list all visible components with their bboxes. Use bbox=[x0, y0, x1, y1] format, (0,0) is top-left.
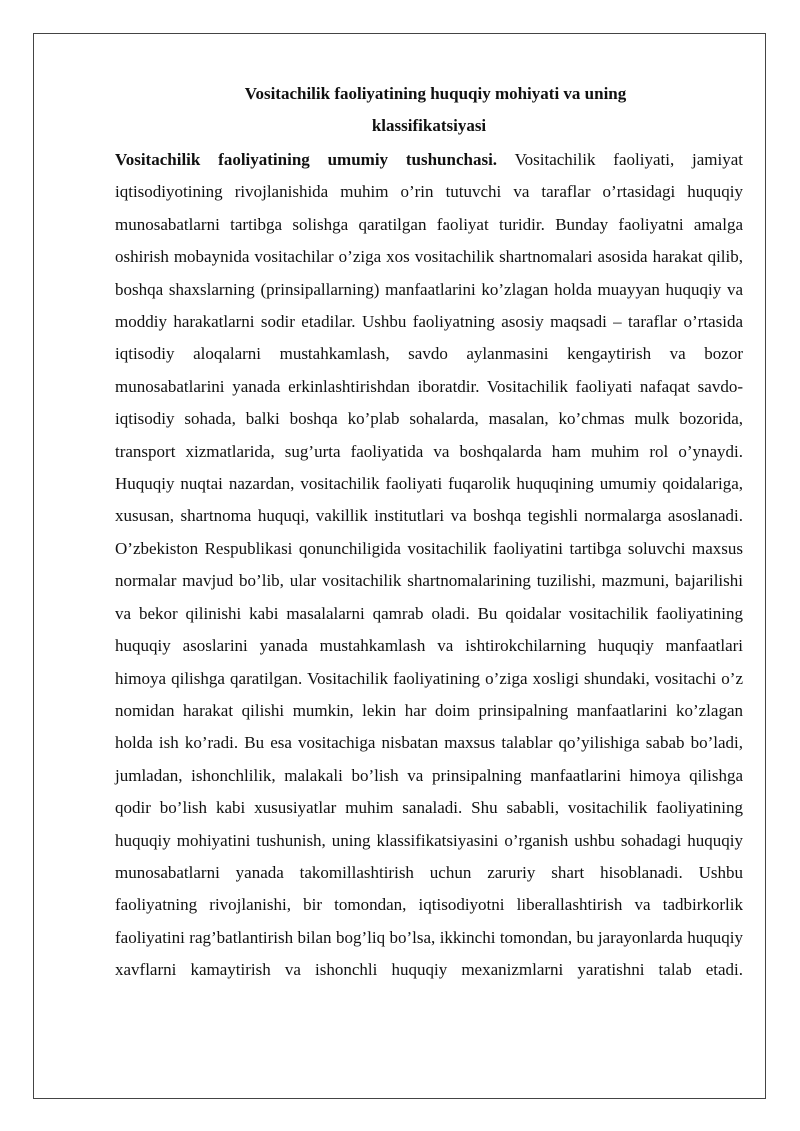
section-heading: Vositachilik faoliyatining umumiy tushunchasi. bbox=[115, 150, 498, 169]
body-paragraph bbox=[115, 144, 743, 987]
document-title-line-1: Vositachilik faoliyatining huquqiy mohiyati va uning bbox=[244, 84, 627, 103]
body-text: Vositachilik faoliyati, jamiyat iqtisodiyotining rivojlanishida muhim o’rin tutuvchi va taraflar o’rtasidagi huquqiy munosabatlarni tartibga solishga qaratilgan faoliyat turidir. Bunday faoliyatni amalga oshirish mobaynida vositachilar o’ziga xos vositachilik shartnomalari asosida harakat qilib, boshqa shaxslarning (prinsipallarning) manfaatlarini ko’zlagan holda muayyan huquqiy va moddiy harakatlarni sodir etadilar. Ushbu faoliyatning asosiy maqsadi – taraflar o’rtasida iqtisodiy aloqalarni mustahkamlash, savdo aylanmasini kengaytirish va bozor munosabatlarini yanada erkinlashtirishdan iboratdir. Vositachilik faoliyati nafaqat savdo-iqtisodiy sohada, balki boshqa ko’plab sohalarda, masalan, ko’chmas mulk bozorida, transport xizmatlarida, sug’urta faoliyatida va boshqalarda ham muhim rol o’ynaydi. Huquqiy nuqtai nazardan, vositachilik faoliyati fuqarolik huquqining umumiy qoidalariga, xususan, shartnoma huquqi, vakillik institutlari va boshqa tegishli normalarga asoslanadi. O’zbekiston Respublikasi qonunchiligida vositachilik faoliyatini tartibga soluvchi maxsus normalar mavjud bo’lib, ular vositachilik shartnomalarining tuzilishi, mazmuni, bajarilishi va bekor qilinishi kabi masalalarni qamrab oladi. Bu qoidalar vositachilik faoliyatining huquqiy asoslarini yanada mustahkamlash va ishtirokchilarning huquqiy manfaatlari himoya qilishga qaratilgan. Vositachilik faoliyatining o’ziga xosligi shundaki, vositachi o’z nomidan harakat qilishi mumkin, lekin har doim prinsipalning manfaatlarini ko’zlagan holda ish ko’radi. Bu esa vositachiga nisbatan maxsus talablar qo’yilishiga sabab bo’ladi, jumladan, ishonchlilik, malakali bo’lish va prinsipalning manfaatlarini himoya qilishga qodir bo’lish kabi xususiyatlar muhim sanaladi. Shu sababli, vositachilik faoliyatining huquqiy mohiyatini tushunish, uning klassifikatsiyasini o’rganish ushbu sohadagi huquqiy munosabatlarni yanada takomillashtirish uchun zaruriy shart hisoblanadi. Ushbu faoliyatning rivojlanishi, bir tomondan, iqtisodiyotni liberallashtirish va tadbirkorlik faoliyatini rag’batlantirish bilan bog’liq bo’lsa, ikkinchi tomondan, bu jarayonlarda huquqiy xavflarni kamaytirish va ishonchli huquqiy mexanizmlarni yaratishni talab etadi. bbox=[115, 150, 743, 980]
document-title-line-2: klassifikatsiyasi bbox=[371, 116, 487, 135]
